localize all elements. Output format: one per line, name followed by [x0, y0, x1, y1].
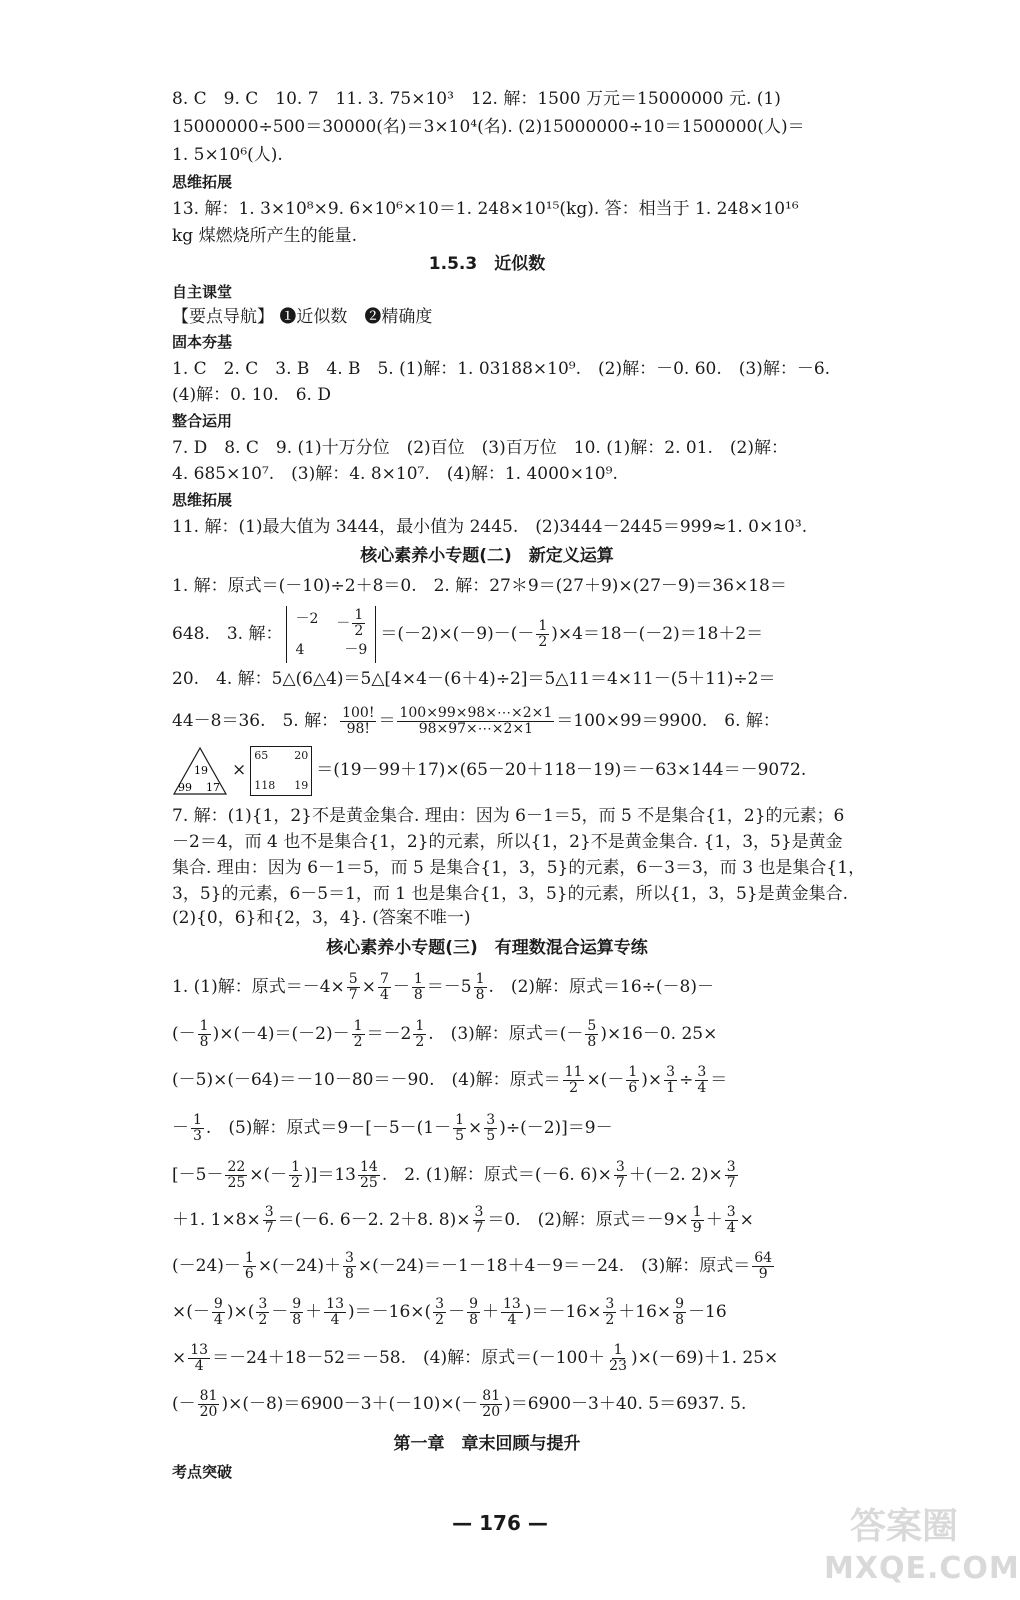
fraction: $\frac{100\times 99\times 98\times\cdots\times 2\times 1}{98\times 97\times\cdots\times 2\times 1}$	[399, 705, 553, 737]
determinant: －2 － $\frac{1}{2}$ 4 －9	[286, 606, 376, 663]
text-line: (4)解：0. 10. 6. D	[172, 385, 331, 405]
section-heading: 自主课堂	[172, 283, 233, 301]
fraction: $\frac{100!}{98!}$	[342, 705, 375, 737]
math-line: 1. (1)解：原式＝－4× $\frac{5}{7}$ × $\frac{7}{4}$ － $\frac{1}{8}$ ＝－5 $\frac{1}{8}$ . (2)解：原式＝16÷(－8)－	[172, 971, 714, 1003]
section-heading: 思维拓展	[172, 491, 233, 509]
section-title: 1.5.3 近似数	[428, 254, 546, 274]
page-number: — 176 —	[452, 1511, 548, 1535]
math-line: ＋1. 1×8× $\frac{3}{7}$ ＝(－6. 6－2. 2＋8. 8)× $\frac{3}{7}$ ＝0. (2)解：原式＝－9× $\frac{1}{9}$ ＋ $\frac{3}{4}$ ×	[172, 1204, 754, 1236]
text-line: 【要点导航】 ❶近似数 ❷精确度	[172, 307, 433, 327]
math-line: 44－8＝36. 5. 解： $\frac{100!}{98!}$ ＝ $\frac{100\times 99\times 98\times\cdots\times 2\times 1}{98\times 97\times\cdots\times 2\times 1}$ ＝100×99＝9900. 6. 解：	[172, 705, 780, 737]
square-figure: 65 20 118 19	[250, 746, 312, 796]
triangle-figure	[172, 746, 228, 796]
text-line: (2){0，6}和{2，3，4}. (答案不唯一)	[172, 908, 471, 928]
text-span: ＝(－2)×(－9)－(－	[380, 624, 535, 644]
section-title: 核心素养小专题(二) 新定义运算	[360, 546, 614, 566]
triangle-top: 19	[194, 763, 208, 777]
math-line: (－ $\frac{81}{20}$ )×(－8)＝6900－3＋(－10)×(－ $\frac{81}{20}$ )＝6900－3＋40. 5＝6937. 5.	[172, 1388, 747, 1420]
math-line: (－ $\frac{1}{8}$ )×(－4)＝(－2)－ $\frac{1}{2}$ ＝－2 $\frac{1}{2}$ . (3)解：原式＝(－ $\frac{5}{8}$ )×16－0. 25×	[172, 1018, 718, 1050]
section-heading: 思维拓展	[172, 173, 233, 191]
math-line	[172, 606, 802, 658]
text-line: 4. 685×10⁷. (3)解：4. 8×10⁷. (4)解：1. 4000×10⁹.	[172, 464, 618, 484]
text-span: 648. 3. 解：	[172, 624, 283, 644]
math-line: (－24)－ $\frac{1}{6}$ ×(－24)＋ $\frac{3}{8}$ ×(－24)＝－1－18＋4－9＝－24. (3)解：原式＝ $\frac{64}{9}$	[172, 1250, 773, 1282]
math-line: [－5－ $\frac{22}{25}$ ×(－ $\frac{1}{2}$ )]＝13 $\frac{14}{25}$ . 2. (1)解：原式＝(－6. 6)× $\frac{3}{7}$ ＋(－2. 2)× $\frac{3}{7}$	[172, 1159, 736, 1191]
text-line: 1. C 2. C 3. B 4. B 5. (1)解：1. 03188×10⁹. (2)解：－0. 60. (3)解：－6.	[172, 359, 831, 379]
text-line: 7. D 8. C 9. (1)十万分位 (2)百位 (3)百万位 10. (1)解：2. 01. (2)解：	[172, 438, 789, 458]
fraction: $\frac{1}{2}$	[538, 618, 548, 650]
fraction: $\frac{1}{2}$	[354, 607, 364, 639]
text-line: 3，5}的元素，6－5＝1，而 1 也是集合{1，3，5}的元素，所以{1，3，5}是黄金集合.	[172, 884, 849, 904]
triangle-left: 99	[178, 780, 192, 794]
text-line: 13. 解：1. 3×10⁸×9. 6×10⁶×10＝1. 248×10¹⁵(kg). 答：相当于 1. 248×10¹⁶	[172, 199, 799, 219]
section-heading: 整合运用	[172, 412, 233, 430]
text-line: 1. 解：原式＝(－10)÷2＋8＝0. 2. 解：27＊9＝(27＋9)×(27－9)＝36×18＝	[172, 576, 787, 596]
text-line: 8. C 9. C 10. 7 11. 3. 75×10³ 12. 解：1500 万元＝15000000 元. (1)	[172, 89, 781, 109]
math-line: (－5)×(－64)＝－10－80＝－90. (4)解：原式＝ $\frac{11}{2}$ ×(－ $\frac{1}{6}$ )× $\frac{3}{1}$ ÷ $\frac{3}{4}$ ＝	[172, 1064, 728, 1096]
section-heading: 固本夯基	[172, 333, 233, 351]
math-line: － $\frac{1}{3}$ . (5)解：原式＝9－[－5－(1－ $\frac{1}{5}$ × $\frac{3}{5}$ )÷(－2)]＝9－	[172, 1112, 613, 1144]
text-line: kg 煤燃烧所产生的能量.	[172, 226, 357, 246]
text-line: －2＝4，而 4 也不是集合{1，2}的元素，所以{1，2}不是黄金集合. {1，3，5}是黄金	[172, 832, 843, 852]
text-line: 1. 5×10⁶(人).	[172, 145, 283, 165]
section-heading: 考点突破	[172, 1463, 233, 1481]
watermark-logo: 答案圈 MXQE.COM	[824, 1506, 1020, 1586]
math-line: 19 99 17 × 65 20 118 19 ＝(19－99＋17)×(65－20＋118－19)＝－63×144＝－9072.	[172, 742, 802, 798]
text-span: )×4＝18－(－2)＝18＋2＝	[551, 624, 764, 644]
section-title: 第一章 章末回顾与提升	[393, 1434, 581, 1454]
text-line: 15000000÷500＝30000(名)＝3×10⁴(名). (2)15000000÷10＝1500000(人)＝	[172, 117, 805, 137]
section-title: 核心素养小专题(三) 有理数混合运算专练	[326, 938, 648, 958]
text-line: 集合. 理由：因为 6－1＝5，而 5 是集合{1，3，5}的元素，6－3＝3，而 3 也是集合{1，	[172, 858, 866, 878]
math-line: ×(－ $\frac{9}{4}$ )×( $\frac{3}{2}$ － $\frac{9}{8}$ ＋ $\frac{13}{4}$ )＝－16×( $\frac{3}{2}$ － $\frac{9}{8}$ ＋ $\frac{13}{4}$ )＝－16× $\frac{3}{2}$ ＋16× $\frac{9}{8}$ －16	[172, 1296, 727, 1328]
math-line: × $\frac{13}{4}$ ＝－24＋18－52＝－58. (4)解：原式＝(－100＋ $\frac{1}{23}$ )×(－69)＋1. 25×	[172, 1342, 779, 1374]
text-line: 20. 4. 解：5△(6△4)＝5△[4×4－(6＋4)÷2]＝5△11＝4×11－(5＋11)÷2＝	[172, 669, 776, 689]
text-line: 7. 解：(1){1，2}不是黄金集合. 理由：因为 6－1＝5，而 5 不是集合{1，2}的元素；6	[172, 806, 845, 826]
triangle-right: 17	[206, 780, 220, 794]
text-line: 11. 解：(1)最大值为 3444，最小值为 2445. (2)3444－2445＝999≈1. 0×10³.	[172, 517, 808, 537]
